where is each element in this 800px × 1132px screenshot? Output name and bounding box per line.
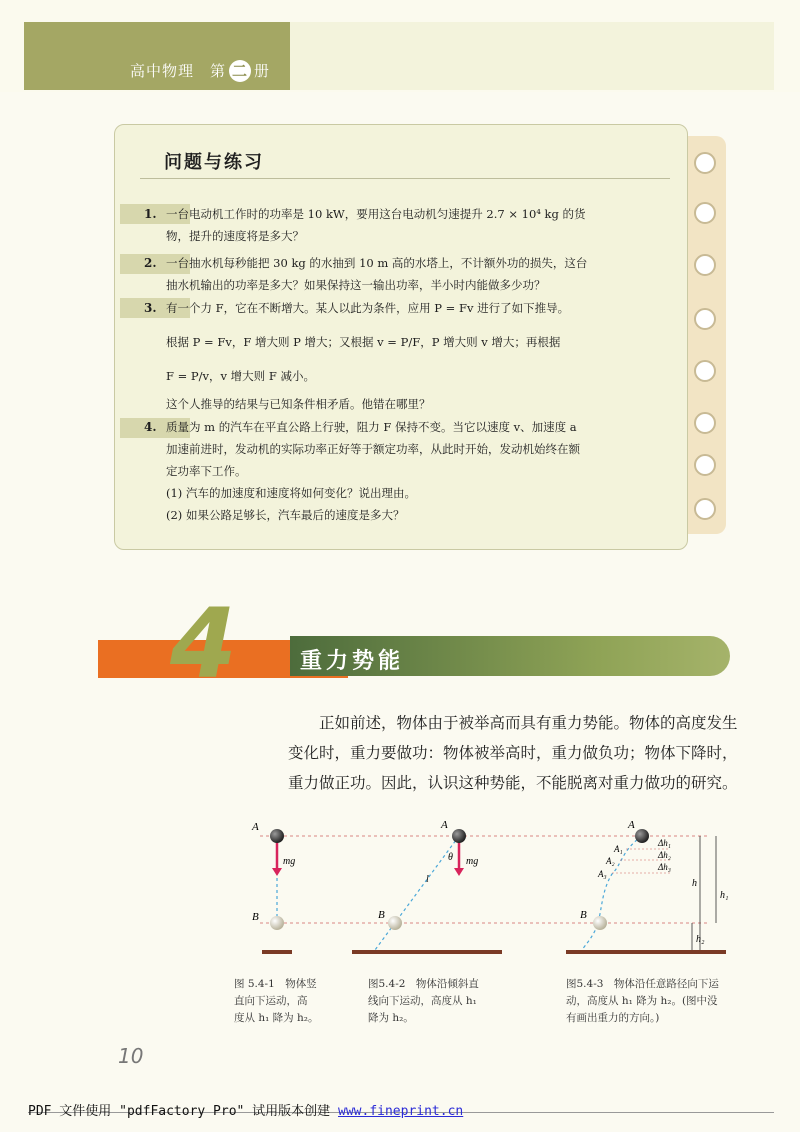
ground — [262, 950, 292, 954]
curved-path — [582, 836, 642, 950]
binder-ring — [694, 454, 716, 476]
problem-line: 抽水机输出的功率是多大？如果保持这一输出功率，半小时内能做多少功？ — [166, 278, 546, 292]
problem-2 — [166, 256, 676, 292]
problem-number: 3. — [144, 301, 157, 315]
footer-link[interactable]: www.fineprint.cn — [338, 1104, 464, 1119]
label-mg: mg — [283, 856, 296, 867]
page-number: 10 — [118, 1044, 144, 1068]
caption-line: 图5.4-3 物体沿任意路径向下运 — [566, 978, 719, 990]
problem-1 — [166, 207, 676, 243]
binder-ring — [694, 308, 716, 330]
caption-line: 有画出重力的方向。) — [566, 1012, 660, 1024]
exercise-heading: 问题与练习 — [164, 152, 264, 173]
problem-line: 定功率下工作。 — [166, 464, 247, 478]
label-l: l — [426, 874, 429, 885]
binder-ring — [694, 202, 716, 224]
problem-line: 一台抽水机每秒能把 30 kg 的水抽到 10 m 高的水塔上，不计额外功的损失，这台 — [166, 256, 588, 270]
label-mg: mg — [466, 856, 479, 867]
figure-caption-2 — [368, 976, 479, 1027]
problem-line: 质量为 m 的汽车在平直公路上行驶，阻力 F 保持不变。当它以速度 v、加速度 a — [166, 420, 577, 434]
label-h2: h₂ — [696, 934, 705, 945]
figure-diagrams — [230, 816, 750, 966]
ground — [566, 950, 726, 954]
binder-ring — [694, 360, 716, 382]
caption-line: 动，高度从 h₁ 降为 h₂。(图中没 — [566, 995, 718, 1007]
problem-line: 物，提升的速度将是多大？ — [166, 229, 304, 243]
ball-at-A — [452, 829, 466, 843]
problem-line: 这个人推导的结果与已知条件相矛盾。他错在哪里？ — [166, 397, 431, 411]
binder-ring — [694, 498, 716, 520]
problem-line: 加速前进时，发动机的实际功率正好等于额定功率，从此时开始，发动机始终在额 — [166, 442, 580, 456]
problem-line: 有一个力 F，它在不断增大。某人以此为条件，应用 P = Fv 进行了如下推导。 — [166, 301, 570, 315]
label-A: A — [628, 819, 635, 831]
problem-line: (1) 汽车的加速度和速度将如何变化？说出理由。 — [166, 486, 416, 500]
caption-line: 度从 h₁ 降为 h₂。 — [234, 1012, 319, 1024]
section-number: 4 — [170, 588, 237, 700]
caption-line: 图5.4-2 物体沿倾斜直 — [368, 978, 479, 990]
problem-line: 根据 P = Fv，F 增大则 P 增大；又根据 v = P/F，P 增大则 v 增大；再根据 — [166, 335, 561, 349]
binder-ring — [694, 412, 716, 434]
label-A3: A₃ — [598, 869, 607, 879]
label-h1: h₁ — [720, 890, 729, 901]
ball-at-A — [635, 829, 649, 843]
figure-caption-3 — [566, 976, 719, 1027]
pdf-footer — [28, 1100, 463, 1119]
label-B: B — [378, 909, 385, 921]
footer-text: PDF 文件使用 "pdfFactory Pro" 试用版本创建 — [28, 1104, 339, 1119]
problem-line: F = P/v，v 增大则 F 减小。 — [166, 369, 315, 383]
caption-line: 图 5.4-1 物体竖 — [234, 978, 317, 990]
ball-at-A — [270, 829, 284, 843]
label-B: B — [252, 911, 259, 923]
problem-line: 一台电动机工作时的功率是 10 kW，要用这台电动机匀速提升 2.7 × 10⁴ kg 的货 — [166, 207, 586, 221]
label-theta: θ — [448, 852, 453, 863]
binder-ring — [694, 254, 716, 276]
caption-line: 降为 h₂。 — [368, 1012, 414, 1024]
label-dh2: Δh₂ — [658, 850, 671, 860]
ball-at-B — [388, 916, 402, 930]
section-paragraph: 正如前述，物体由于被举高而具有重力势能。物体的高度发生变化时，重力要做功：物体被举高时，重力做负功；物体下降时，重力做正功。因此，认识这种势能，不能脱离对重力做功的研究。 — [288, 714, 738, 792]
label-B: B — [580, 909, 587, 921]
gravity-arrowhead — [454, 868, 464, 876]
figure-2 — [352, 819, 502, 954]
caption-line: 线向下运动，高度从 h₁ — [368, 995, 477, 1007]
caption-line: 直向下运动，高 — [234, 995, 308, 1007]
incline-path — [375, 836, 459, 950]
problem-number: 2. — [144, 256, 157, 270]
gravity-arrowhead — [272, 868, 282, 876]
section-title: 重力势能 — [300, 649, 405, 674]
book-title-suffix: 册 — [254, 62, 271, 80]
label-A2: A₂ — [606, 856, 615, 866]
ball-at-B — [593, 916, 607, 930]
volume-badge: 二 — [229, 60, 251, 82]
book-title-prefix: 高中物理 第 — [130, 62, 227, 80]
ground — [352, 950, 502, 954]
problem-number: 4. — [144, 420, 157, 434]
problem-number: 1. — [144, 207, 157, 221]
label-dh1: Δh₁ — [658, 838, 671, 848]
figure-3 — [566, 819, 728, 954]
ball-at-B — [270, 916, 284, 930]
figure-caption-1 — [234, 976, 318, 1027]
label-dh3: Δh₃ — [658, 862, 671, 872]
label-A: A — [441, 819, 448, 831]
heading-rule — [140, 178, 670, 179]
label-A: A — [252, 821, 259, 833]
label-A1: A₁ — [614, 844, 623, 854]
label-h: h — [692, 878, 697, 889]
binder-ring — [694, 152, 716, 174]
binder-tabs — [686, 136, 726, 534]
book-title — [130, 60, 270, 82]
problem-3 — [166, 301, 676, 411]
header-strip — [290, 22, 774, 90]
problem-line: (2) 如果公路足够长，汽车最后的速度是多大？ — [166, 508, 405, 522]
problem-4 — [166, 420, 676, 522]
